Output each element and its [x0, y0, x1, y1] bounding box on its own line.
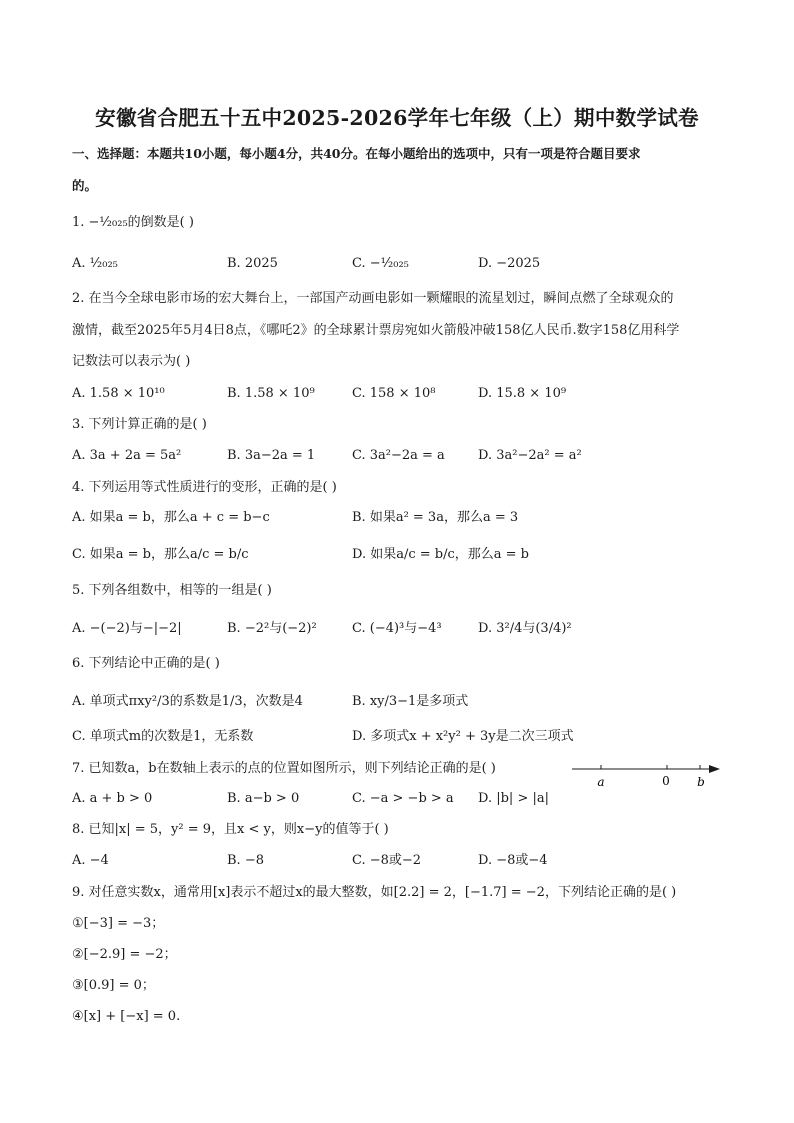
question-6-option-d: D. 多项式x + x²y² + 3y是二次三项式 — [352, 729, 574, 744]
question-3-option-a: A. 3a + 2a = 5a² — [72, 448, 182, 463]
question-9-item-4: ④[x] + [−x] = 0. — [72, 1009, 181, 1024]
question-5-option-a: A. −(−2)与−|−2| — [72, 621, 182, 636]
question-1-option-c: C. −¹⁄₂₀₂₅ — [352, 256, 409, 271]
label-zero: 0 — [662, 774, 670, 788]
question-6-option-c: C. 单项式m的次数是1，无系数 — [72, 729, 254, 744]
question-7-stem: 7. 已知数a，b在数轴上表示的点的位置如图所示，则下列结论正确的是( ) — [72, 761, 496, 776]
label-a: a — [597, 775, 605, 789]
question-1-option-a: A. ¹⁄₂₀₂₅ — [72, 256, 118, 271]
section-instructions-line1: 一、选择题：本题共10小题，每小题4分，共40分。在每小题给出的选项中，只有一项是符合题目要求 — [72, 146, 641, 161]
question-9-item-2: ②[−2.9] = −2； — [72, 947, 177, 962]
question-1-option-b: B. 2025 — [227, 256, 278, 271]
section-instructions-line2: 的。 — [72, 178, 98, 193]
question-8-option-c: C. −8或−2 — [352, 853, 422, 868]
page-title: 安徽省合肥五十五中2025-2026学年七年级（上）期中数学试卷 — [95, 106, 699, 130]
question-4-option-c: C. 如果a = b，那么a/c = b/c — [72, 547, 249, 562]
question-2-option-b: B. 1.58 × 10⁹ — [227, 386, 315, 401]
question-7-option-b: B. a−b > 0 — [227, 791, 300, 806]
question-1-stem: 1. −¹⁄₂₀₂₅的倒数是( ) — [72, 215, 194, 230]
question-2-option-c: C. 158 × 10⁸ — [352, 386, 436, 401]
question-3-option-b: B. 3a−2a = 1 — [227, 448, 316, 463]
question-2-line3: 记数法可以表示为( ) — [72, 354, 191, 369]
question-4-option-a: A. 如果a = b，那么a + c = b−c — [72, 510, 270, 525]
question-8-option-d: D. −8或−4 — [478, 853, 548, 868]
question-5-option-b: B. −2²与(−2)² — [227, 621, 317, 636]
question-9-stem: 9. 对任意实数x，通常用[x]表示不超过x的最大整数，如[2.2] = 2，[−1.7] = −2，下列结论正确的是( ) — [72, 885, 677, 900]
question-7-option-d: D. |b| > |a| — [478, 791, 549, 806]
question-1-option-d: D. −2025 — [478, 256, 541, 271]
number-line-figure — [570, 760, 722, 790]
question-2-line2: 激情，截至2025年5月4日8点，《哪吒2》的全球累计票房宛如火箭般冲破158亿人民币.数字158亿用科学 — [72, 323, 680, 338]
question-3-option-c: C. 3a²−2a = a — [352, 448, 445, 463]
question-2-line1: 2. 在当今全球电影市场的宏大舞台上，一部国产动画电影如一颗耀眼的流星划过，瞬间点燃了全球观众的 — [72, 291, 674, 306]
question-7-option-c: C. −a > −b > a — [352, 791, 454, 806]
label-b: b — [697, 775, 705, 789]
question-5-stem: 5. 下列各组数中，相等的一组是( ) — [72, 583, 272, 598]
question-5-option-c: C. (−4)³与−4³ — [352, 621, 442, 636]
question-5-option-d: D. 3²/4与(3/4)² — [478, 621, 572, 636]
question-4-stem: 4. 下列运用等式性质进行的变形，正确的是( ) — [72, 480, 337, 495]
question-9-item-1: ①[−3] = −3； — [72, 916, 165, 931]
question-6-stem: 6. 下列结论中正确的是( ) — [72, 656, 220, 671]
number-line-arrow — [709, 765, 720, 773]
question-8-option-a: A. −4 — [72, 853, 109, 868]
question-7-option-a: A. a + b > 0 — [72, 791, 153, 806]
question-2-option-d: D. 15.8 × 10⁹ — [478, 386, 567, 401]
question-2-option-a: A. 1.58 × 10¹⁰ — [72, 386, 165, 401]
question-8-stem: 8. 已知|x| = 5，y² = 9，且x < y，则x−y的值等于( ) — [72, 822, 389, 837]
question-9-item-3: ③[0.9] = 0； — [72, 978, 155, 993]
question-8-option-b: B. −8 — [227, 853, 264, 868]
question-4-option-d: D. 如果a/c = b/c，那么a = b — [352, 547, 530, 562]
question-6-option-b: B. xy/3−1是多项式 — [352, 694, 469, 709]
question-6-option-a: A. 单项式πxy²/3的系数是1/3，次数是4 — [72, 694, 303, 709]
question-3-option-d: D. 3a²−2a² = a² — [478, 448, 582, 463]
question-3-stem: 3. 下列计算正确的是( ) — [72, 417, 207, 432]
question-4-option-b: B. 如果a² = 3a，那么a = 3 — [352, 510, 519, 525]
